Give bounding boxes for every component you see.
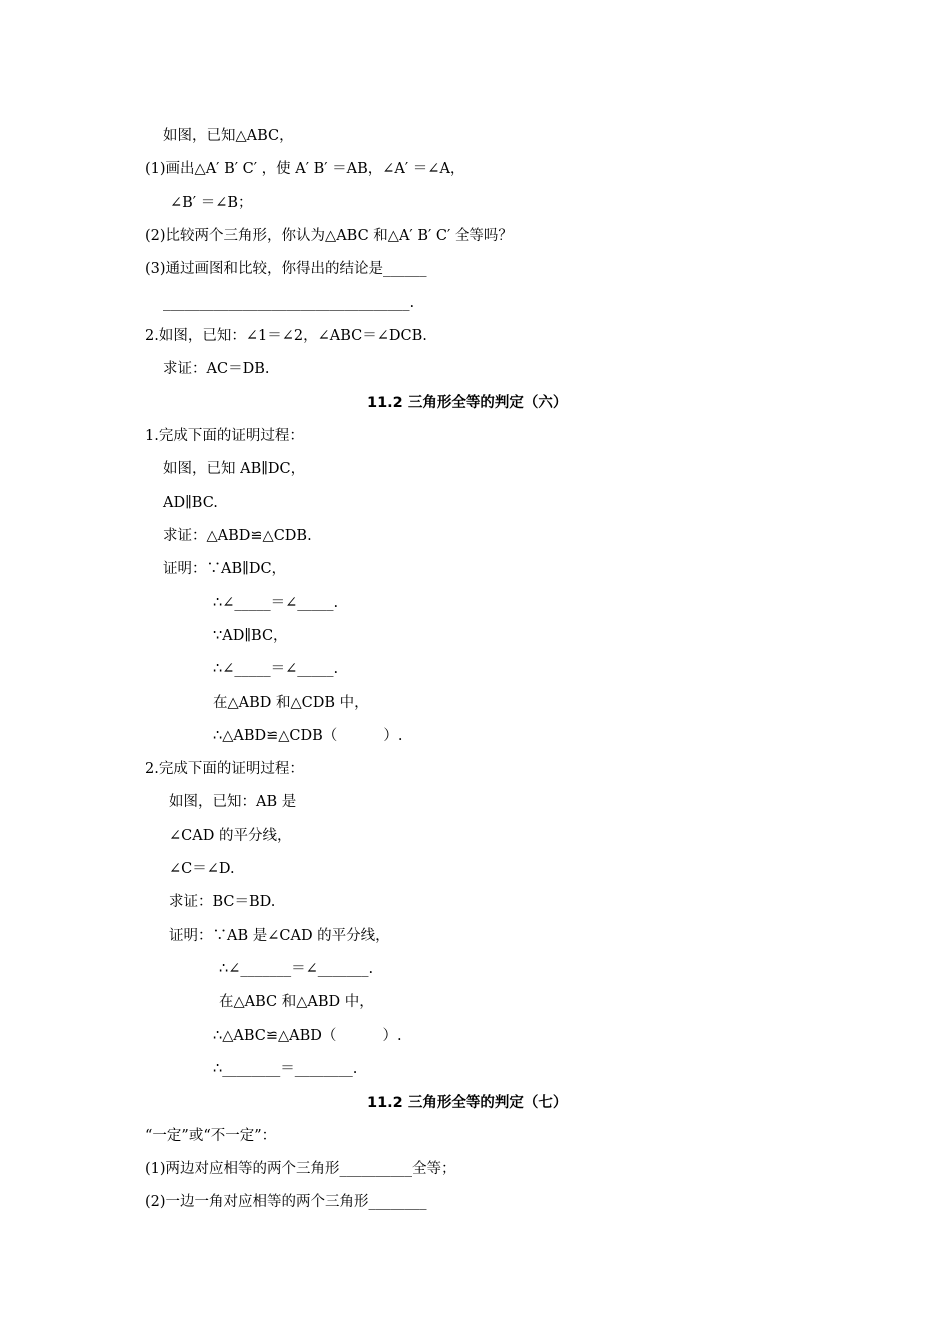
question-title: 2.完成下面的证明过程： bbox=[145, 761, 304, 777]
section-heading: 11.2 三角形全等的判定（六） bbox=[367, 395, 568, 411]
question-title: 1.完成下面的证明过程： bbox=[145, 428, 304, 444]
text-line: __________________________________. bbox=[163, 295, 415, 311]
text-line: 如图，已知△ABC， bbox=[163, 128, 294, 144]
text-line: 如图，已知：AB 是 bbox=[169, 794, 297, 810]
text-line: “一定”或“不一定”： bbox=[145, 1128, 277, 1144]
proof-step: ∴△ABD≌△CDB（ ）. bbox=[213, 728, 403, 744]
text-line: 求证：AC＝DB. bbox=[163, 361, 270, 377]
proof-step: 在△ABC 和△ABD 中， bbox=[219, 994, 374, 1010]
text-line: ∠C＝∠D. bbox=[169, 861, 235, 877]
text-line: ∠B′ ＝∠B； bbox=[170, 195, 253, 211]
text-line: (1)两边对应相等的两个三角形__________全等； bbox=[145, 1161, 456, 1177]
text-line: (2)一边一角对应相等的两个三角形________ bbox=[145, 1194, 427, 1210]
text-line: (1)画出△A′ B′ C′ ，使 A′ B′ ＝AB，∠A′ ＝∠A， bbox=[145, 161, 465, 177]
proof-step: ∴∠_____＝∠_____. bbox=[213, 595, 339, 611]
text-line: ∠CAD 的平分线， bbox=[169, 828, 292, 844]
text-line: 求证：BC＝BD. bbox=[169, 894, 276, 910]
text-line: AD∥BC. bbox=[163, 495, 218, 511]
text-line: 2.如图，已知：∠1＝∠2，∠ABC＝∠DCB. bbox=[145, 328, 427, 344]
proof-step: 在△ABD 和△CDB 中， bbox=[213, 695, 369, 711]
proof-step: ∴________＝________. bbox=[213, 1061, 358, 1077]
proof-step: ∴△ABC≌△ABD（ ）. bbox=[213, 1028, 402, 1044]
proof-step: ∴∠_______＝∠_______. bbox=[219, 961, 374, 977]
text-line: 如图，已知 AB∥DC， bbox=[163, 461, 306, 477]
proof-step: ∵AD∥BC， bbox=[213, 628, 288, 644]
text-line: 证明：∵AB∥DC， bbox=[163, 561, 287, 577]
text-line: 求证：△ABD≌△CDB. bbox=[163, 528, 312, 544]
section-heading: 11.2 三角形全等的判定（七） bbox=[367, 1095, 568, 1111]
text-line: (3)通过画图和比较，你得出的结论是______ bbox=[145, 261, 427, 277]
proof-step: ∴∠_____＝∠_____. bbox=[213, 661, 339, 677]
text-line: 证明：∵AB 是∠CAD 的平分线， bbox=[169, 928, 390, 944]
text-line: (2)比较两个三角形，你认为△ABC 和△A′ B′ C′ 全等吗？ bbox=[145, 228, 513, 244]
